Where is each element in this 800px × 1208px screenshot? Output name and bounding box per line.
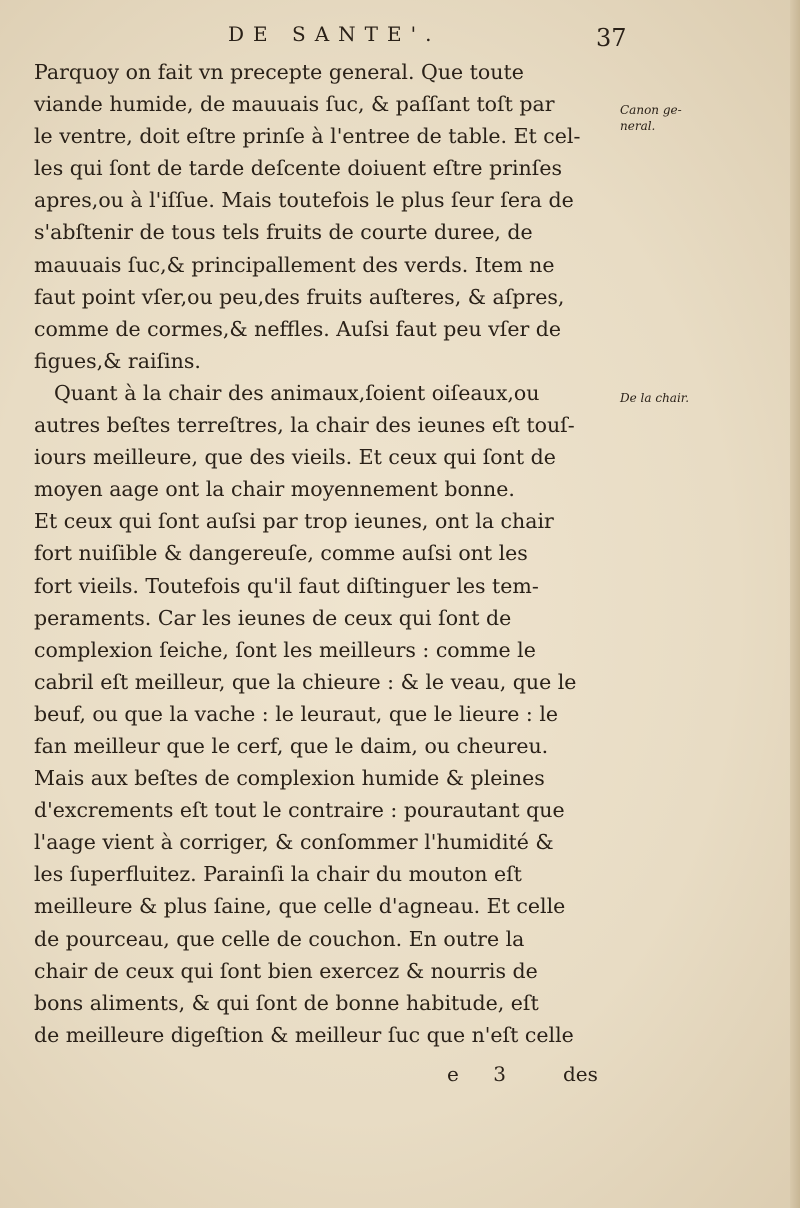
text-line: les qui ſont de tarde deſcente doiuent eſtre prinſes (34, 156, 562, 181)
margin-note-line: De la chair. (620, 391, 690, 405)
running-head: DE SANTE'. (228, 22, 441, 46)
text-line: fan meilleur que le cerf, que le daim, ou cheureu. (34, 733, 549, 758)
margin-note-chair (620, 390, 689, 406)
body-text (34, 56, 614, 1051)
text-line: mauuais ſuc,& principallement des verds. Item ne (34, 252, 555, 277)
text-line: cabril eſt meilleur, que la chieure : & le veau, que le (34, 669, 577, 694)
text-line: l'aage vient à corriger, & conſommer l'humidité & (34, 830, 554, 855)
text-line: figues,& raiſins. (34, 348, 201, 373)
text-line: s'abſtenir de tous tels fruits de courte duree, de (34, 220, 533, 245)
text-line: peraments. Car les ieunes de ceux qui ſont de (34, 605, 512, 630)
paragraph-start-line: Quant à la chair des animaux,ſoient oiſeaux,ou (54, 380, 540, 405)
margin-note-line: neral. (620, 119, 656, 133)
margin-note-line: Canon ge- (620, 103, 682, 117)
text-line: d'excrements eſt tout le contraire : pourautant que (34, 798, 565, 823)
text-line: fort vieils. Toutefois qu'il faut diſtinguer les tem- (34, 573, 539, 598)
text-line: Et ceux qui ſont auſsi par trop ieunes, ont la chair (34, 509, 554, 534)
text-line: bons aliments, & qui ſont de bonne habitude, eſt (34, 990, 539, 1015)
page-header (0, 22, 800, 52)
text-line: de meilleure digeſtion & meilleur ſuc que n'eſt celle (34, 1022, 574, 1047)
text-line: Parquoy on fait vn precepte general. Que toute (34, 60, 524, 84)
text-line: meilleure & plus ſaine, que celle d'agneau. Et celle (34, 894, 566, 919)
text-line: comme de cormes,& neffles. Auſsi faut peu vſer de (34, 316, 562, 341)
text-line: de pourceau, que celle de couchon. En outre la (34, 926, 525, 951)
text-line: apres,ou à l'iſſue. Mais toutefois le plus ſeur ſera de (34, 188, 574, 213)
text-line: faut point vſer,ou peu,des fruits auſteres, & aſpres, (34, 284, 565, 309)
text-line: moyen aage ont la chair moyennement bonne. (34, 477, 515, 502)
text-line: chair de ceux qui ſont bien exercez & nourris de (34, 958, 538, 983)
page-footer (0, 1062, 800, 1092)
text-line: les ſuperfluitez. Parainſi la chair du mouton eſt (34, 862, 522, 887)
text-line: autres beſtes terreſtres, la chair des ieunes eſt touſ- (34, 413, 575, 438)
text-line: fort nuiſible & dangereuſe, comme auſsi ont les (34, 541, 528, 566)
page-number: 37 (596, 24, 627, 52)
text-line: viande humide, de mauuais ſuc, & paſſant toſt par (34, 92, 555, 117)
text-line: le ventre, doit eſtre prinſe à l'entree de table. Et cel- (34, 124, 581, 149)
text-line: complexion ſeiche, ſont les meilleurs : comme le (34, 637, 536, 662)
signature-mark: e 3 (447, 1062, 520, 1086)
text-line: beuf, ou que la vache : le leuraut, que le lieure : le (34, 701, 559, 726)
text-line: iours meilleure, que des vieils. Et ceux qui ſont de (34, 445, 556, 470)
page-edge (790, 0, 800, 1208)
catchword: des (563, 1062, 598, 1086)
margin-note-canon (620, 102, 682, 134)
text-line: Mais aux beſtes de complexion humide & pleines (34, 766, 545, 791)
